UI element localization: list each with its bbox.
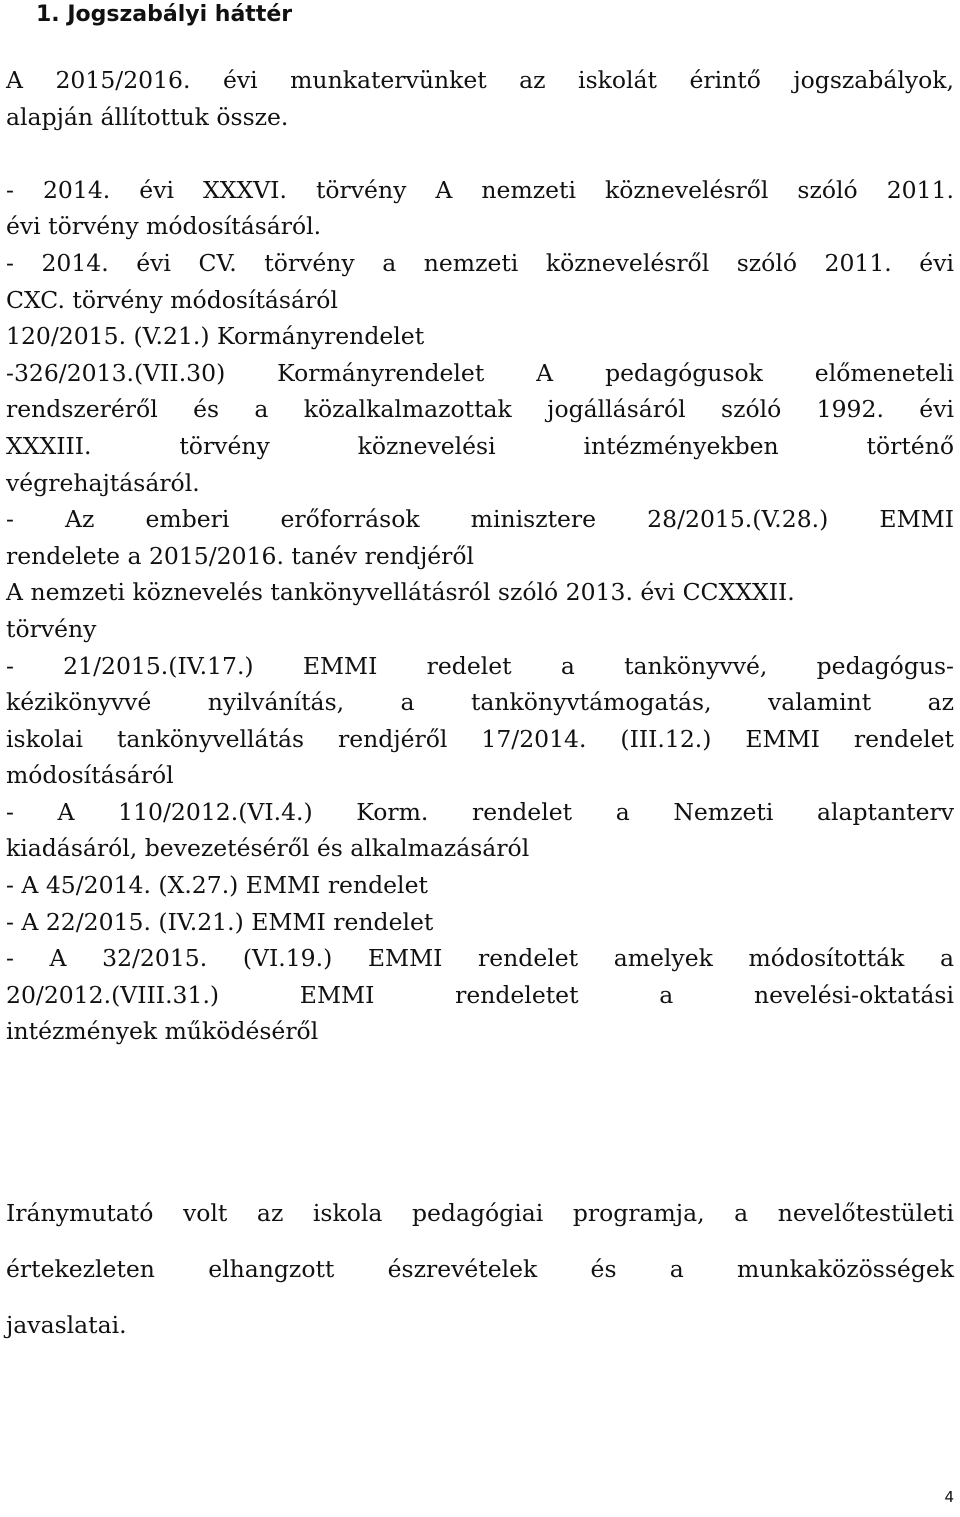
text-line: A 2015/2016. évi munkatervünket az iskolát érintő jogszabályok, [6,66,954,94]
closing-line: javaslatai. [6,1311,127,1339]
text-line: 20/2012.(VIII.31.) EMMI rendeletet a nevelési-oktatási [6,980,954,1009]
text-line: - 2014. évi CV. törvény a nemzeti köznevelésről szóló 2011. évi [6,248,954,277]
text-line: végrehajtásáról. [6,468,200,497]
text-line: - A 110/2012.(VI.4.) Korm. rendelet a Nemzeti alaptanterv [6,797,954,826]
text-line: iskolai tankönyvellátás rendjéről 17/2014. (III.12.) EMMI rendelet [6,724,954,753]
section-heading: 1. Jogszabályi háttér [36,2,293,27]
closing-paragraph [6,1185,954,1353]
text-line: évi törvény módosításáról. [6,212,322,241]
text-line: módosításáról [6,761,174,790]
text-line: rendelete a 2015/2016. tanév rendjéről [6,541,475,570]
text-line: alapján állítottuk össze. [6,102,289,131]
text-line: kézikönyvvé nyilvánítás, a tankönyvtámogatás, valamint az [6,688,954,717]
closing-line: értekezleten elhangzott észrevételek és a munkaközösségek [6,1255,954,1283]
text-line: - A 22/2015. (IV.21.) EMMI rendelet [6,907,434,936]
text-line: A nemzeti köznevelés tankönyvellátásról szóló 2013. évi CCXXXII. [6,578,795,607]
legal-background-text [6,62,954,1050]
text-line: törvény [6,614,97,643]
text-line: kiadásáról, bevezetéséről és alkalmazásáról [6,834,530,863]
text-line: - 21/2015.(IV.17.) EMMI redelet a tankönyvvé, pedagógus- [6,651,954,680]
text-line: -326/2013.(VII.30) Kormányrendelet A pedagógusok előmeneteli [6,358,954,387]
text-line: 120/2015. (V.21.) Kormányrendelet [6,322,425,351]
text-line: XXXIII. törvény köznevelési intézményekben történő [6,431,954,460]
text-line: rendszeréről és a közalkalmazottak jogállásáról szóló 1992. évi [6,395,954,424]
page-number: 4 [944,1488,954,1506]
text-line: - A 32/2015. (VI.19.) EMMI rendelet amelyek módosították a [6,944,954,973]
text-line: CXC. törvény módosításáról [6,285,338,314]
text-line [6,135,954,172]
text-line: - 2014. évi XXXVI. törvény A nemzeti köznevelésről szóló 2011. [6,175,954,204]
closing-line: Iránymutató volt az iskola pedagógiai programja, a nevelőtestületi [6,1199,954,1227]
text-line: intézmények működéséről [6,1017,319,1046]
text-line: - Az emberi erőforrások minisztere 28/2015.(V.28.) EMMI [6,505,954,534]
text-line: - A 45/2014. (X.27.) EMMI rendelet [6,871,428,900]
